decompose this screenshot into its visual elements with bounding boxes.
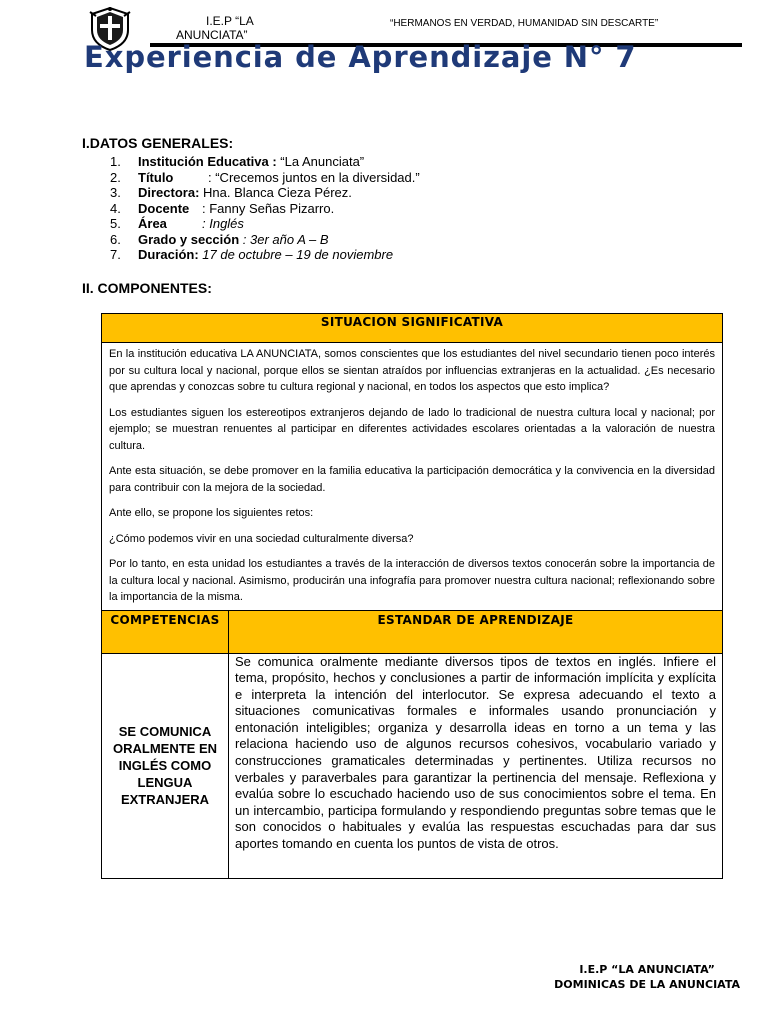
item-number: 2. — [110, 169, 121, 185]
datos-item-directora — [110, 185, 420, 201]
footer-congregation: DOMINICAS DE LA ANUNCIATA — [554, 978, 740, 991]
situacion-paragraph: ¿Cómo podemos vivir en una sociedad culturalmente diversa? — [109, 532, 414, 545]
situacion-significativa-body — [102, 343, 723, 611]
item-value: 17 de octubre – 19 de noviembre — [198, 247, 394, 262]
competencias-header: COMPETENCIAS — [102, 610, 229, 653]
item-label: Título — [138, 169, 174, 185]
page-footer — [554, 962, 740, 992]
competencia-cell: SE COMUNICA ORALMENTE EN INGLÉS COMO LENGUA EXTRANJERA — [102, 653, 229, 878]
item-number: 5. — [110, 216, 121, 231]
situacion-paragraph: En la institución educativa LA ANUNCIATA, somos conscientes que los estudiantes del nivel secundario tienen poco interés por su cultura local y nacional, porque ellos se sientan atraídos por influencias extranjeras en la actualidad. ¿Es necesario que aprendas y conozcas sobre tu cultura regional y nacional, en todos los aspectos que esto implica? — [109, 348, 715, 393]
situacion-paragraph: Ante esta situación, se debe promover en la familia educativa la participación democrática y la convivencia en la diversidad para contribuir con la mejora de la sociedad. — [109, 465, 715, 494]
item-label: Área — [138, 216, 167, 231]
school-motto: “HERMANOS EN VERDAD, HUMANIDAD SIN DESCARTE” — [390, 18, 659, 29]
situacion-significativa-header: SITUACION SIGNIFICATIVA — [102, 314, 723, 343]
situacion-paragraph: Ante ello, se propone los siguientes retos: — [109, 507, 314, 519]
item-value: : Inglés — [202, 216, 244, 231]
section-componentes-heading: II. COMPONENTES: — [82, 280, 212, 296]
estandar-cell: Se comunica oralmente mediante diversos tipos de textos en inglés. Infiere el tema, propósito, hechos y conclusiones a partir de información implícita y explícita e interpreta la intención del interlocutor. Se expresa adecuando el texto a situaciones comunicativas formales e informales usando pronunciación y entonación inteligibles; organiza y desarrolla ideas en torno a un tema y las relaciona haciendo uso de algunos recursos cohesivos, vocabulario variado y construcciones gramaticales determinadas y pertinentes. Utiliza recursos no verbales y paraverbales para garantizar la pertinencia del mensaje. Reflexiona y evalúa sobre lo escuchado haciendo uso de sus conocimientos sobre el tema. En un intercambio, participa formulando y respondiendo preguntas sobre temas que le son conocidos o habituales y evalúa las respuestas escuchadas para dar sus aportes tomando en cuenta los puntos de vista de otros. — [229, 653, 723, 878]
item-label: Directora: — [138, 185, 200, 200]
item-value: Hna. Blanca Cieza Pérez. — [199, 185, 352, 200]
item-number: 6. — [110, 231, 121, 247]
school-name-line1: I.E.P “LA — [206, 14, 254, 28]
datos-item-area — [110, 216, 420, 232]
estandar-header: ESTANDAR DE APRENDIZAJE — [229, 610, 723, 653]
datos-item-docente — [110, 201, 420, 217]
item-label: Duración: — [138, 247, 199, 262]
school-name-line2: ANUNCIATA” — [176, 28, 248, 42]
item-number: 4. — [110, 200, 121, 216]
situacion-paragraph: Por lo tanto, en esta unidad los estudiantes a través de la interacción de diversos textos conocerán sobre la importancia de la cultura local y nacional. Asimismo, producirán una infografía para promover nuestra cultura nacional; reflexionando sobre la importancia de la misma. — [109, 558, 715, 603]
datos-item-grado — [110, 232, 420, 248]
item-number: 7. — [110, 247, 121, 262]
school-name-header — [176, 14, 296, 42]
datos-item-titulo — [110, 170, 420, 186]
situacion-paragraph: Los estudiantes siguen los estereotipos extranjeros dejando de lado lo tradicional de nuestra cultura local y nacional; por ejemplo; se muestran renuentes al participar en diferentes actividades escolares orientadas a la valoración de nuestra cultura. — [109, 406, 715, 452]
item-label: Docente — [138, 200, 190, 216]
item-value: “La Anunciata” — [276, 154, 365, 169]
item-value: : “Crecemos juntos en la diversidad.” — [208, 169, 420, 185]
item-label: Institución Educativa : — [138, 154, 277, 169]
footer-school-name: I.E.P “LA ANUNCIATA” — [579, 963, 715, 976]
item-number: 1. — [110, 154, 121, 169]
item-label: Grado y sección — [138, 231, 240, 247]
componentes-table — [101, 313, 723, 879]
datos-generales-list — [110, 154, 420, 263]
section-datos-generales-heading: I.DATOS GENERALES: — [82, 135, 234, 151]
item-value: : 3er año A – B — [239, 231, 329, 247]
item-number: 3. — [110, 185, 121, 200]
datos-item-institucion — [110, 154, 420, 170]
datos-item-duracion — [110, 247, 420, 263]
document-title: Experiencia de Aprendizaje N° 7 — [84, 40, 637, 74]
item-value: : Fanny Señas Pizarro. — [202, 200, 335, 216]
